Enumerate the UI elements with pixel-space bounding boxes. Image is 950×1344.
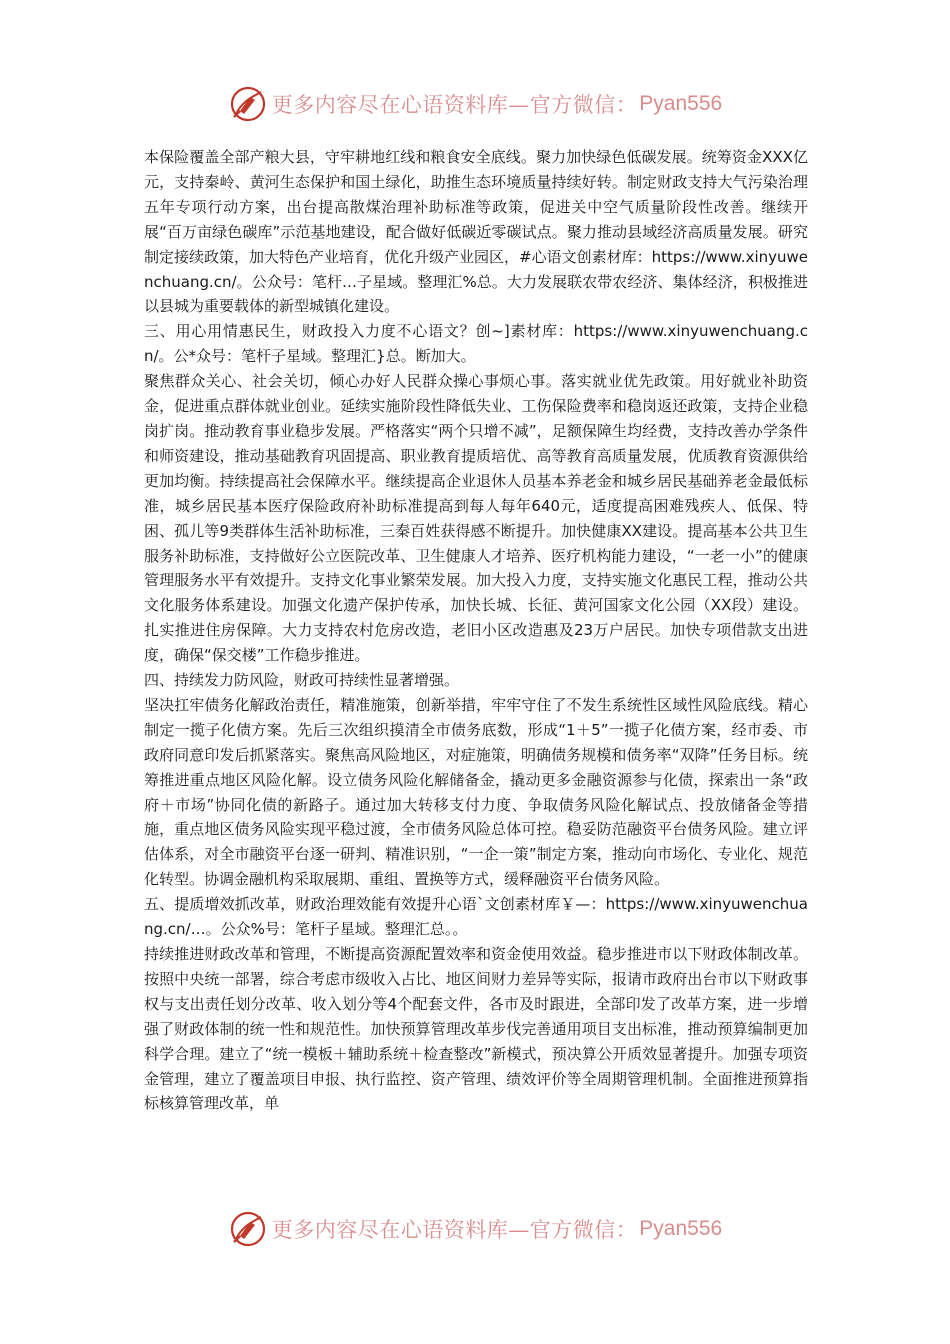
pen-nib-logo-icon [228,84,268,124]
header-watermark [0,82,950,126]
document-body [144,145,808,1116]
paragraph: 持续推进财政改革和管理，不断提高资源配置效率和资金使用效益。稳步推进市以下财政体制改革。按照中央统一部署，综合考虑市级收入占比、地区间财力差异等实际，报请市政府出台市以下财政事权与支出责任划分改革、收入划分等4个配套文件，各市及时跟进，全部印发了改革方案，进一步增强了财政体制的统一性和规范性。加快预算管理改革步伐完善通用项目支出标准，推动预算编制更加科学合理。建立了“统一模板＋辅助系统＋检查整改”新模式，预决算公开质效显著提升。加强专项资金管理，建立了覆盖项目申报、执行监控、资产管理、绩效评价等全周期管理机制。全面推进预算指标核算管理改革，单 [144,945,808,1113]
footer-watermark [0,1207,950,1251]
section-heading: 四、持续发力防风险，财政可持续性显著增强。 [144,671,460,690]
paragraph: 聚焦群众关心、社会关切，倾心办好人民群众操心事烦心事。落实就业优先政策。用好就业补助资金，促进重点群体就业创业。延续实施阶段性降低失业、工伤保险费率和稳岗返还政策，支持企业稳岗扩岗。推动教育事业稳步发展。严格落实“两个只增不减”，足额保障生均经费，支持改善办学条件和师资建设，推动基础教育巩固提高、职业教育提质培优、高等教育高质量发展，优质教育资源供给更加均衡。持续提高社会保障水平。继续提高企业退休人员基本养老金和城乡居民基础养老金最低标准，城乡居民基本医疗保险政府补助标准提高到每人每年640元，适度提高困难残疾人、低保、特困、孤儿等9类群体生活补助标准，三秦百姓获得感不断提升。加快健康XX建设。提高基本公共卫生服务补助标准，支持做好公立医院改革、卫生健康人才培养、医疗机构能力建设，“一老一小”的健康管理服务水平有效提升。支持文化事业繁荣发展。加大投入力度，支持实施文化惠民工程，推动公共文化服务体系建设。加强文化遗产保护传承，加快长城、长征、黄河国家文化公园（XX段）建设。扎实推进住房保障。大力支持农村危房改造，老旧小区改造惠及23万户居民。加快专项借款支出进度，确保“保交楼”工作稳步推进。 [144,372,808,665]
watermark-id: Pyan556 [639,92,723,115]
paragraph: 坚决扛牢债务化解政治责任，精准施策，创新举措，牢牢守住了不发生系统性区域性风险底线。精心制定一揽子化债方案。先后三次组织摸清全市债务底数，形成“1＋5”一揽子化债方案，经市委、市政府同意印发后抓紧落实。聚焦高风险地区，对症施策，明确债务规模和债务率“双降”任务目标。统筹推进重点地区风险化解。设立债务风险化解储备金，撬动更多金融资源参与化债，探索出一条“政府＋市场”协同化债的新路子。通过加大转移支付力度、争取债务风险化解试点、投放储备金等措施，重点地区债务风险实现平稳过渡，全市债务风险总体可控。稳妥防范融资平台债务风险。建立评估体系，对全市融资平台逐一研判、精准识别，“一企一策”制定方案，推动向市场化、专业化、规范化转型。协调金融机构采取展期、重组、置换等方式，缓释融资平台债务风险。 [144,695,808,889]
watermark-text: 更多内容尽在心语资料库—官方微信： [271,93,638,117]
section-heading: 三、用心用情惠民生，财政投入力度不心语文？创~]素材库：https://www.xinyuwenchuang.cn/。公*众号：笔杆子星域。整理汇}总。断加大。 [144,322,808,366]
pen-nib-logo-icon [228,1209,268,1249]
watermark-text: 更多内容尽在心语资料库—官方微信： [271,1218,638,1242]
watermark-id: Pyan556 [639,1217,723,1240]
section-heading: 五、提质增效抓改革，财政治理效能有效提升心语`文创素材库￥—：https://www.xinyuwenchuang.cn/…。公众%号：笔杆子星域。整理汇总。。 [144,895,808,939]
paragraph: 本保险覆盖全部产粮大县，守牢耕地红线和粮食安全底线。聚力加快绿色低碳发展。统筹资金XXX亿元，支持秦岭、黄河生态保护和国土绿化，助推生态环境质量持续好转。制定财政支持大气污染治理五年专项行动方案，出台提高散煤治理补助标准等政策，促进关中空气质量阶段性改善。继续开展“百万亩绿色碳库”示范基地建设，配合做好低碳近零碳试点。聚力推动县域经济高质量发展。研究制定接续政策，加大特色产业培育，优化升级产业园区，#心语文创素材库：https://www.xinyuwenchuang.cn/。公众号：笔杆…子星域。整理汇%总。大力发展联农带农经济、集体经济，积极推进以县城为重要载体的新型城镇化建设。 [144,148,808,316]
